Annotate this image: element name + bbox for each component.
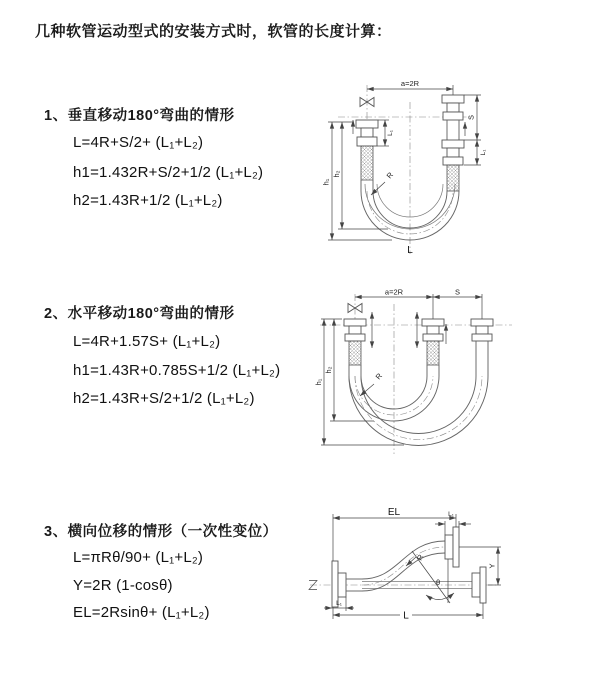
moved-hose-fitting: [471, 319, 493, 376]
dim-label-h1: h₁: [321, 178, 331, 186]
dim-label-length: L: [403, 610, 409, 622]
span-dimension: [367, 79, 453, 95]
diagram-vertical-180-bend: [312, 76, 590, 258]
dim-label-h2: h₂: [332, 170, 341, 178]
dim-label-el: EL: [387, 507, 401, 518]
diagram-lateral-displacement: [300, 505, 595, 645]
formula-3-y: Y=2R (1-cosθ): [73, 577, 173, 594]
left-fitting-length-dimension: [377, 120, 394, 146]
dim-label-radius: R: [384, 170, 396, 181]
formula-2-h1: h1=1.43R+0.785S+1/2 (L₁+L₂): [73, 362, 281, 379]
left-hose-fitting: [356, 120, 378, 191]
section-2-heading: 2、水平移动180°弯曲的情形: [44, 306, 235, 322]
dim-label-h2: h₂: [324, 366, 333, 374]
middle-hose-fitting: [422, 319, 444, 376]
u-bend-hose-positions: [349, 376, 488, 446]
dim-label-length: L: [407, 245, 413, 256]
dim-label-span: a=2R: [384, 287, 404, 297]
formula-3-l: L=πRθ/90+ (L₁+L₂): [73, 549, 204, 566]
el-dimension: [333, 507, 456, 561]
l1-bottom-dimension: [324, 597, 354, 611]
dim-label-stroke: S: [454, 287, 461, 297]
dim-label-stroke: S: [466, 114, 476, 121]
right-hose-fitting: [442, 95, 464, 191]
page-title: 几种软管运动型式的安装方式时，软管的长度计算：: [35, 23, 392, 40]
dim-label-l1-right: L₁: [480, 149, 487, 156]
formula-2-l: L=4R+1.57S+ (L₁+L₂): [73, 333, 221, 350]
dim-label-radius: R: [414, 552, 426, 562]
formula-3-el: EL=2Rsinθ+ (L₁+L₂): [73, 604, 210, 621]
dim-label-l1-left: L₁: [387, 130, 394, 136]
formula-1-h1: h1=1.432R+S/2+1/2 (L₁+L₂): [73, 164, 264, 181]
dim-label-theta: θ: [436, 578, 441, 587]
dim-label-span: a=2R: [400, 79, 420, 88]
left-hose-fitting: [344, 319, 366, 376]
dim-label-l1-bottom: L₁: [336, 600, 342, 607]
formula-1-l: L=4R+S/2+ (L₁+L₂): [73, 134, 204, 151]
section-3-heading: 3、横向位移的情形（一次性变位）: [44, 524, 278, 540]
section-1-heading: 1、垂直移动180°弯曲的情形: [44, 108, 235, 124]
radius-callout: [371, 170, 395, 195]
formula-2-h2: h2=1.43R+S/2+1/2 (L₁+L₂): [73, 390, 255, 407]
dim-label-l1-top: L₁: [448, 511, 454, 518]
dim-label-y: Y: [487, 563, 497, 569]
formula-1-h2: h2=1.43R+1/2 (L₁+L₂): [73, 192, 223, 209]
dim-label-radius: R: [373, 371, 385, 382]
diagram-horizontal-180-bend: [312, 286, 600, 458]
dim-label-h1: h₁: [314, 378, 323, 386]
span-and-stroke-dimensions: [355, 288, 482, 320]
l-dimension: [333, 603, 483, 622]
